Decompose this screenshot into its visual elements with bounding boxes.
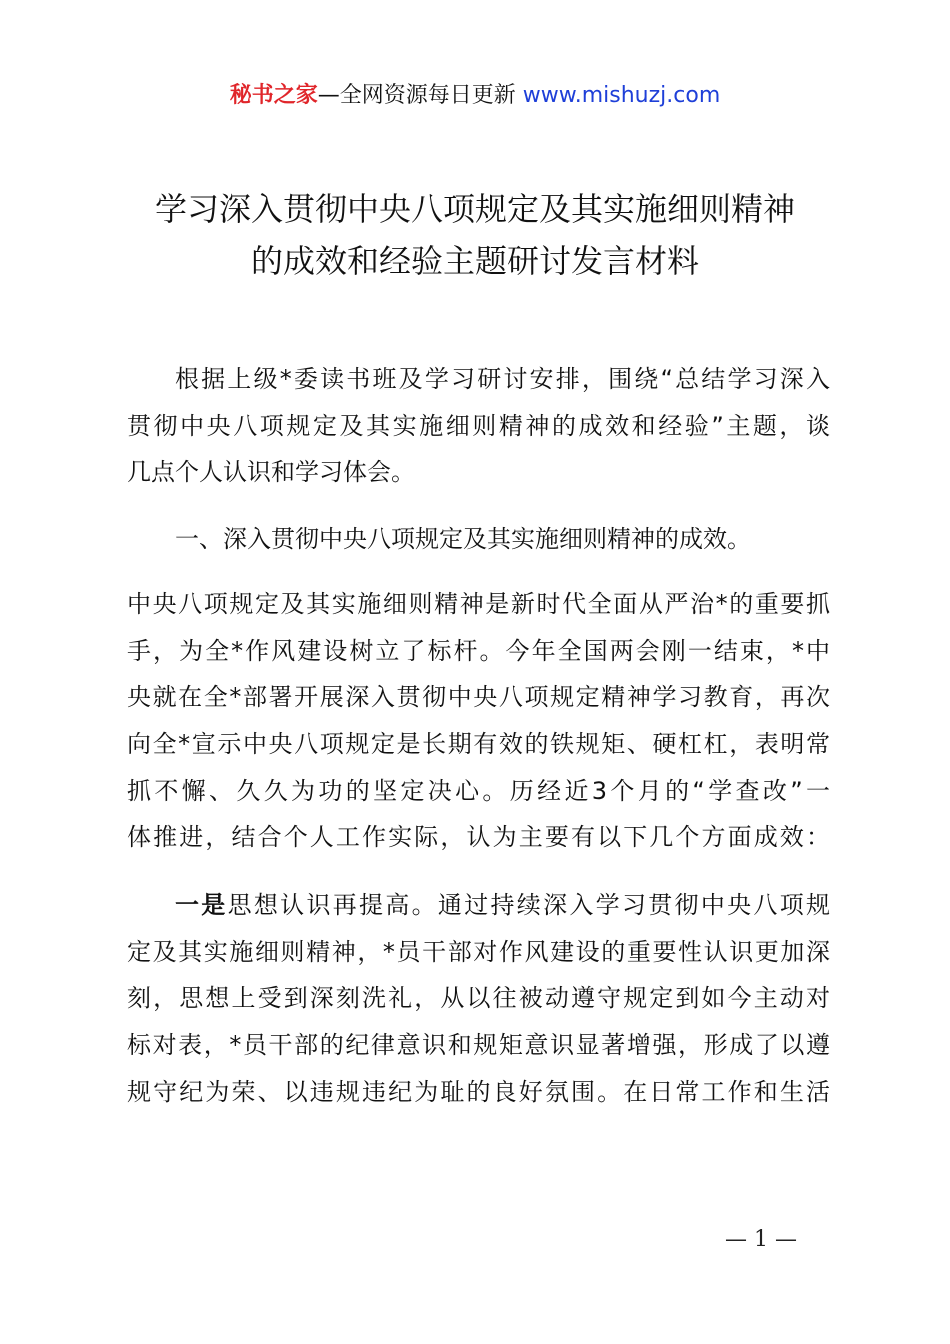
header-tagline: —全网资源每日更新 [317, 83, 523, 108]
paragraph-line: 根据上级*委读书班及学习研讨安排，围绕“总结学习深入 [175, 365, 830, 393]
paragraph-line: 贯彻中央八项规定及其实施细则精神的成效和经验”主题，谈 [127, 411, 830, 440]
section-1-heading: 一、深入贯彻中央八项规定及其实施细则精神的成效。 [175, 525, 751, 553]
paragraph-line: 向全*宣示中央八项规定是长期有效的铁规矩、硬杠杠，表明常 [127, 730, 830, 759]
point-1-first-line: 思想认识再提高。通过持续深入学习贯彻中央八项规 [227, 891, 831, 919]
paragraph-line [127, 882, 830, 929]
website-link[interactable]: www.mishuzj.com [522, 83, 721, 108]
paragraph-line: 体推进，结合个人工作实际，认为主要有以下几个方面成效： [127, 823, 830, 852]
paragraph-line: 标对表，*员干部的纪律意识和规矩意识显著增强，形成了以遵 [127, 1031, 830, 1060]
paragraph-line: 定及其实施细则精神，*员干部对作风建设的重要性认识更加深 [127, 937, 830, 966]
paragraph-line: 央就在全*部署开展深入贯彻中央八项规定精神学习教育，再次 [127, 683, 830, 712]
title-line-2: 的成效和经验主题研讨发言材料 [250, 242, 699, 280]
section-heading [127, 516, 830, 563]
section-1-body [127, 581, 830, 861]
paragraph-line: 手，为全*作风建设树立了标杆。今年全国两会刚一结束，*中 [127, 636, 830, 665]
title-line-1: 学习深入贯彻中央八项规定及其实施细则精神 [154, 190, 795, 228]
paragraph-line: 几点个人认识和学习体会。 [127, 458, 415, 487]
paragraph-line: 规守纪为荣、以违规违纪为耻的良好氛围。在日常工作和生活 [127, 1077, 830, 1106]
paragraph-line: 中央八项规定及其实施细则精神是新时代全面从严治*的重要抓 [127, 590, 830, 618]
page-number: — 1 — [725, 1227, 797, 1252]
brand-name: 秘书之家 [229, 83, 318, 108]
document-title [100, 183, 850, 287]
point-1-lead: 一是 [175, 891, 228, 919]
paragraph-line: 刻，思想上受到深刻洗礼，从以往被动遵守规定到如今主动对 [127, 984, 830, 1013]
site-header [0, 80, 950, 112]
paragraph-line: 抓不懈、久久为功的坚定决心。历经近3个月的“学查改”一 [127, 776, 830, 805]
intro-paragraph [127, 356, 830, 496]
point-1-paragraph [127, 882, 830, 1115]
